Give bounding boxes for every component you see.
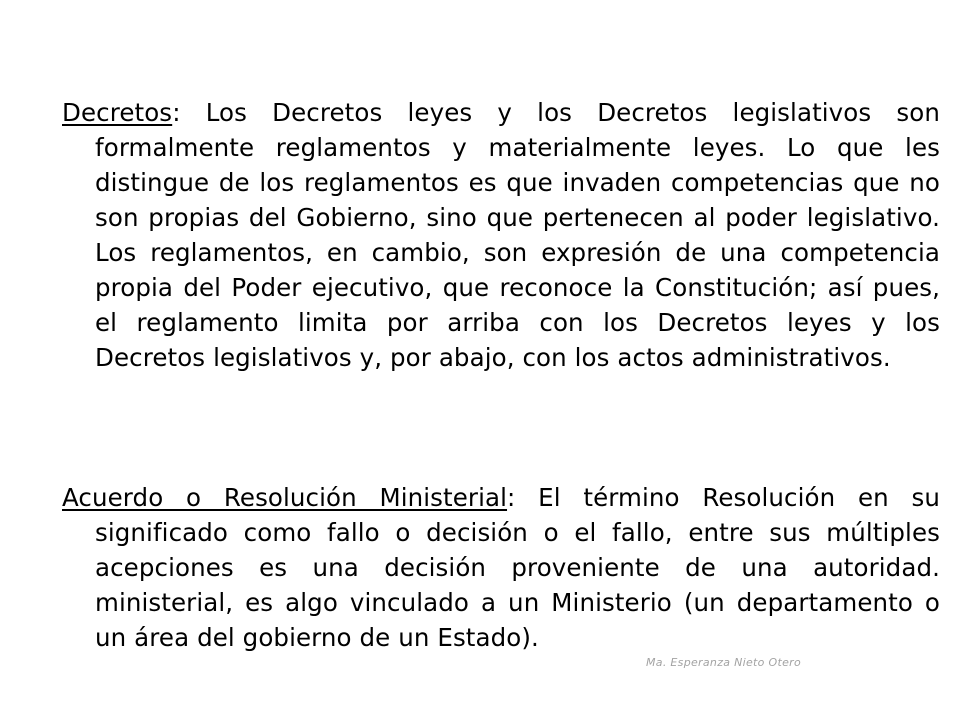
paragraph-text: El término Resolución en su significado como fallo o decisión o el fallo, entre sus múltiples acepciones es una decisión proveniente de una autoridad. ministerial, es algo vinculado a un Ministerio (un departamento o un área del gobierno de un Estado).: [95, 482, 940, 652]
paragraph-decretos: [62, 95, 940, 375]
paragraph-resolucion-ministerial: [62, 480, 940, 655]
author-footer: Ma. Esperanza Nieto Otero: [646, 656, 801, 669]
term-resolucion-ministerial: Acuerdo o Resolución Ministerial: [62, 482, 508, 512]
term-separator: :: [172, 97, 181, 127]
paragraph-text: Los Decretos leyes y los Decretos legislativos son formalmente reglamentos y materialmente leyes. Lo que les distingue de los reglamentos es que invaden competencias que no son propias del Gobierno, sino que pertenecen al poder legislativo. Los reglamentos, en cambio, son expresión de una competencia propia del Poder ejecutivo, que reconoce la Constitución; así pues, el reglamento limita por arriba con los Decretos leyes y los Decretos legislativos y, por abajo, con los actos administrativos.: [95, 97, 940, 372]
term-separator: :: [507, 482, 516, 512]
term-decretos: Decretos: [62, 97, 173, 127]
